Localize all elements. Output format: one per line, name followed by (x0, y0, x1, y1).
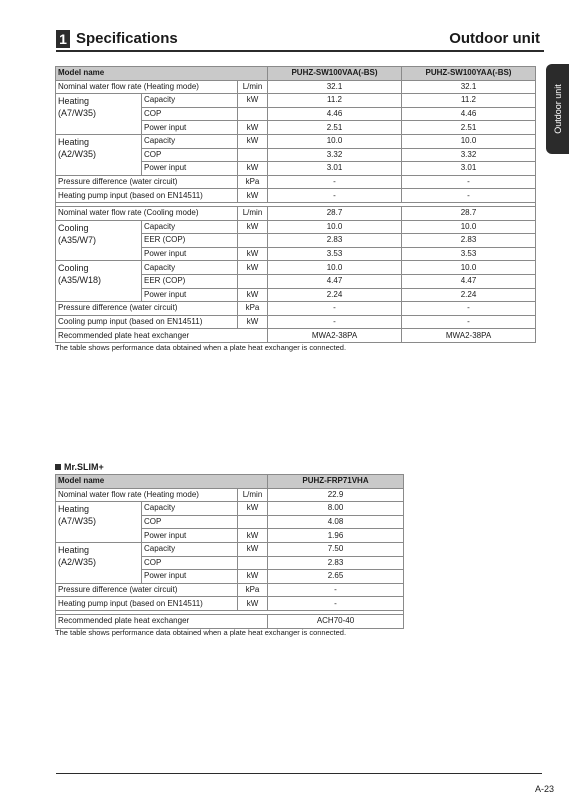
table-row (56, 597, 404, 611)
cell-value: 3.53 (402, 247, 536, 261)
row-label: Nominal water flow rate (Heating mode) (56, 80, 238, 94)
cell-value: - (268, 175, 402, 189)
table-row (56, 315, 536, 329)
table-row (56, 134, 536, 148)
row-unit: kPa (238, 175, 268, 189)
table-row (56, 542, 404, 556)
table-row (56, 206, 536, 220)
row-label: Capacity (142, 261, 238, 275)
group-label: Heating (A7/W35) (56, 502, 142, 543)
cell-value: 4.47 (268, 274, 402, 288)
cell-value: 4.47 (402, 274, 536, 288)
table-row (56, 175, 536, 189)
table-row (56, 261, 536, 275)
row-label: Pressure difference (water circuit) (56, 583, 238, 597)
group-label: Heating (A7/W35) (56, 94, 142, 135)
cell-value: - (402, 189, 536, 203)
cell-value: 2.51 (402, 121, 536, 135)
cell-value: - (402, 315, 536, 329)
row-unit: kW (238, 189, 268, 203)
row-unit: kW (238, 597, 268, 611)
cell-value: 2.24 (268, 288, 402, 302)
cell-value: - (268, 302, 402, 316)
cell-value: 3.53 (268, 247, 402, 261)
row-label: Power input (142, 162, 238, 176)
cell-value: MWA2-38PA (268, 329, 402, 343)
row-unit: kW (238, 529, 268, 543)
table-row (56, 302, 536, 316)
table-row (56, 502, 404, 516)
subheading-text: Mr.SLIM+ (64, 462, 104, 472)
table-header-row (56, 67, 536, 81)
cell-value: 10.0 (402, 261, 536, 275)
row-unit: L/min (238, 80, 268, 94)
row-label: Capacity (142, 134, 238, 148)
cell-value: 11.2 (402, 94, 536, 108)
row-unit (238, 148, 268, 162)
cell-value: 3.32 (268, 148, 402, 162)
cell-value: - (268, 597, 404, 611)
model-col-2: PUHZ-SW100YAA(-BS) (402, 67, 536, 81)
cell-value: 2.24 (402, 288, 536, 302)
cell-value: - (402, 175, 536, 189)
group-label: Cooling (A35/W7) (56, 220, 142, 261)
cell-value: 2.83 (268, 234, 402, 248)
header-rule (56, 50, 544, 52)
spec-table-sw100 (55, 66, 536, 343)
row-unit: kW (238, 94, 268, 108)
group-label: Heating (A2/W35) (56, 542, 142, 583)
row-unit: L/min (238, 488, 268, 502)
row-unit: kW (238, 247, 268, 261)
model-col-1: PUHZ-SW100VAA(-BS) (268, 67, 402, 81)
cell-value: 32.1 (268, 80, 402, 94)
side-tab-outdoor-unit[interactable] (546, 64, 569, 154)
row-label: COP (142, 556, 238, 570)
row-label: Cooling pump input (based on EN14511) (56, 315, 238, 329)
cell-value: 1.96 (268, 529, 404, 543)
row-unit: kW (238, 162, 268, 176)
cell-value: 3.32 (402, 148, 536, 162)
row-unit (238, 274, 268, 288)
table2-note: The table shows performance data obtained when a plate heat exchanger is connected. (55, 628, 347, 637)
row-unit: kW (238, 134, 268, 148)
cell-value: - (268, 315, 402, 329)
section-title: Specifications (76, 30, 178, 47)
cell-value: 3.01 (402, 162, 536, 176)
cell-value: 7.50 (268, 542, 404, 556)
cell-value: MWA2-38PA (402, 329, 536, 343)
table-row (56, 94, 536, 108)
row-label: Heating pump input (based on EN14511) (56, 189, 238, 203)
group-label: Cooling (A35/W18) (56, 261, 142, 302)
row-unit: L/min (238, 206, 268, 220)
cell-value: 10.0 (268, 220, 402, 234)
row-unit: kPa (238, 302, 268, 316)
row-unit: kPa (238, 583, 268, 597)
row-label: Power input (142, 529, 238, 543)
row-label: Power input (142, 288, 238, 302)
cell-value: 10.0 (268, 134, 402, 148)
section-right-title: Outdoor unit (449, 30, 540, 47)
row-label: EER (COP) (142, 234, 238, 248)
row-unit: kW (238, 220, 268, 234)
footer-rule (56, 773, 542, 774)
model-name-label: Model name (56, 67, 268, 81)
spec-table-frp71 (55, 474, 404, 629)
row-label: Pressure difference (water circuit) (56, 175, 238, 189)
row-label: Power input (142, 121, 238, 135)
cell-value: - (268, 189, 402, 203)
model-col-1: PUHZ-FRP71VHA (268, 475, 404, 489)
table-row (56, 488, 404, 502)
cell-value: 2.83 (268, 556, 404, 570)
row-unit (238, 234, 268, 248)
row-label: Power input (142, 570, 238, 584)
cell-value: 8.00 (268, 502, 404, 516)
table-row (56, 614, 404, 628)
row-unit: kW (238, 542, 268, 556)
cell-value: - (402, 302, 536, 316)
subheading-mr-slim (55, 462, 104, 472)
row-label: COP (142, 148, 238, 162)
page-header (56, 28, 544, 52)
table-row (56, 80, 536, 94)
cell-value: 32.1 (402, 80, 536, 94)
table1-note: The table shows performance data obtained when a plate heat exchanger is connected. (55, 343, 347, 352)
row-unit (238, 107, 268, 121)
row-unit (238, 515, 268, 529)
cell-value: 10.0 (402, 220, 536, 234)
row-label: Capacity (142, 220, 238, 234)
row-label: Recommended plate heat exchanger (56, 329, 268, 343)
row-unit: kW (238, 502, 268, 516)
row-label: Power input (142, 247, 238, 261)
cell-value: 28.7 (268, 206, 402, 220)
cell-value: 2.65 (268, 570, 404, 584)
side-tab-label: Outdoor unit (552, 84, 563, 134)
row-label: Capacity (142, 502, 238, 516)
cell-value: 10.0 (402, 134, 536, 148)
cell-value: 11.2 (268, 94, 402, 108)
table-row (56, 189, 536, 203)
cell-value: ACH70-40 (268, 614, 404, 628)
table-row (56, 220, 536, 234)
cell-value: 22.9 (268, 488, 404, 502)
row-label: Capacity (142, 542, 238, 556)
group-label: Heating (A2/W35) (56, 134, 142, 175)
section-number: 1 (56, 30, 70, 48)
cell-value: 4.46 (268, 107, 402, 121)
row-unit: kW (238, 570, 268, 584)
row-label: COP (142, 515, 238, 529)
square-bullet-icon (55, 464, 61, 470)
row-label: Pressure difference (water circuit) (56, 302, 238, 316)
row-unit: kW (238, 261, 268, 275)
cell-value: 28.7 (402, 206, 536, 220)
row-label: EER (COP) (142, 274, 238, 288)
row-label: Recommended plate heat exchanger (56, 614, 268, 628)
row-unit: kW (238, 288, 268, 302)
row-unit: kW (238, 121, 268, 135)
cell-value: 4.08 (268, 515, 404, 529)
table-row (56, 329, 536, 343)
cell-value: 4.46 (402, 107, 536, 121)
table-header-row (56, 475, 404, 489)
cell-value: - (268, 583, 404, 597)
page-number: A-23 (534, 784, 554, 794)
row-unit: kW (238, 315, 268, 329)
row-unit (238, 556, 268, 570)
cell-value: 2.83 (402, 234, 536, 248)
cell-value: 10.0 (268, 261, 402, 275)
cell-value: 2.51 (268, 121, 402, 135)
model-name-label: Model name (56, 475, 268, 489)
row-label: Heating pump input (based on EN14511) (56, 597, 238, 611)
row-label: COP (142, 107, 238, 121)
row-label: Nominal water flow rate (Heating mode) (56, 488, 238, 502)
cell-value: 3.01 (268, 162, 402, 176)
row-label: Nominal water flow rate (Cooling mode) (56, 206, 238, 220)
table-row (56, 583, 404, 597)
row-label: Capacity (142, 94, 238, 108)
